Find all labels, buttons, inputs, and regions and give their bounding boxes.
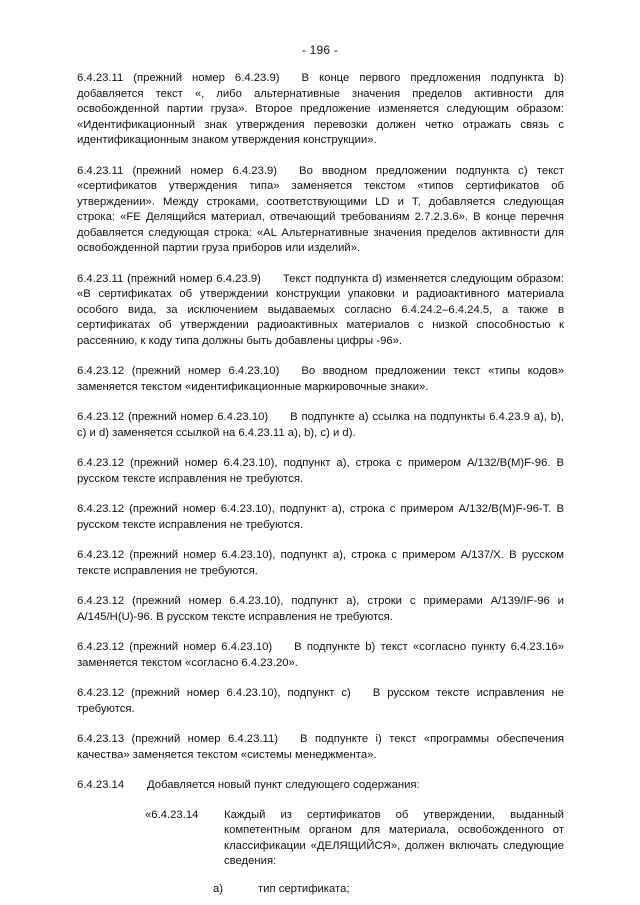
paragraph-5 <box>77 410 564 441</box>
paragraph-text: Текст подпункта d) изменяется следующим образом: «В сертификатах об утверждении конструкции упаковки и радиоактивного материала особого вида, за исключением выдаваемых согласно 6.4.24.2–6.4.24.5, а также в сертификатах об утверждении радиоактивных материалов с низкой способностью к рассеянию, к коду типа должны быть добавлены цифры -96». <box>77 272 565 347</box>
paragraph-11 <box>77 686 564 717</box>
list-item <box>213 882 564 898</box>
paragraph-7 <box>77 502 564 533</box>
paragraph-text: В русском тексте исправления не требуются. <box>77 687 564 715</box>
paragraph-text: 6.4.23.12 (прежний номер 6.4.23.10), подпункт a), строка с примером A/132/B(M)F-96-T. В русском тексте исправления не требуются. <box>77 503 564 531</box>
paragraph-10 <box>77 640 564 671</box>
paragraph-4 <box>77 364 564 395</box>
paragraph-8 <box>77 548 564 579</box>
quoted-item-text: Каждый из сертификатов об утверждении, выданный компетентным органом для материала, освобожденного от классификации «ДЕЛЯЩИЙСЯ», должен включать следующие сведения: <box>224 808 564 867</box>
paragraph-6 <box>77 456 564 487</box>
paragraph-ref: 6.4.23.12 (прежний номер 6.4.23.10), подпункт c) <box>77 687 351 699</box>
paragraph-text: В подпункте a) ссылка на подпункты 6.4.23.9 a), b), c) и d) заменяется ссылкой на 6.4.23.11 a), b), c) и d). <box>77 411 564 439</box>
quoted-item-number: «6.4.23.14 <box>145 808 199 821</box>
new-item-text: Добавляется новый пункт следующего содержания: <box>147 779 420 791</box>
document-body <box>77 71 564 897</box>
new-item-number: 6.4.23.14 <box>77 779 125 791</box>
quoted-item-row <box>145 808 564 870</box>
paragraph-ref: 6.4.23.11 (прежний номер 6.4.23.9) <box>77 164 278 177</box>
paragraph-text: В подпункте i) текст «программы обеспечения качества» заменяется текстом «системы менеджмента». <box>77 733 564 761</box>
paragraph-3 <box>77 272 564 350</box>
paragraph-ref: 6.4.23.12 (прежний номер 6.4.23.10) <box>77 411 269 423</box>
paragraph-ref: 6.4.23.12 (прежний номер 6.4.23.10) <box>77 641 273 653</box>
paragraph-text: 6.4.23.12 (прежний номер 6.4.23.10), подпункт a), строка с примером A/137/X. В русском тексте исправления не требуются. <box>77 549 564 577</box>
paragraph-ref: 6.4.23.13 (прежний номер 6.4.23.11) <box>77 733 278 745</box>
paragraph-text: Во вводном предложении текст «типы кодов» заменяется текстом «идентификационные маркировочные знаки». <box>77 365 565 393</box>
list-item-marker: a) <box>213 882 224 895</box>
paragraph-text: В подпункте b) текст «согласно пункту 6.4.23.16» заменяется текстом «согласно 6.4.23.20». <box>77 641 564 669</box>
paragraph-text: 6.4.23.12 (прежний номер 6.4.23.10), подпункт a), строки с примерами A/139/IF-96 и A/145/H(U)-96. В русском тексте исправления не требуются. <box>77 595 564 623</box>
paragraph-text: 6.4.23.12 (прежний номер 6.4.23.10), подпункт a), строка с примером A/132/B(M)F-96. В русском тексте исправления не требуются. <box>77 457 564 485</box>
paragraph-12 <box>77 732 564 763</box>
paragraph-ref: 6.4.23.11 (прежний номер 6.4.23.9) <box>77 72 280 84</box>
paragraph-text: В конце первого предложения подпункта b) добавляется текст «, либо альтернативные значения пределов активности для освобожденной партии груза». Второе предложение изменяется следующим образом: «Идентификационный знак утверждения перевозки должен четко отражать связь с идентификационным знаком утверждения конструкции». <box>77 72 564 146</box>
paragraph-9 <box>77 594 564 625</box>
list-item-text: тип сертификата; <box>258 882 350 895</box>
paragraph-ref: 6.4.23.11 (прежний номер 6.4.23.9) <box>77 272 261 285</box>
page-number: - 196 - <box>301 43 339 57</box>
new-item-row <box>77 778 564 794</box>
paragraph-text: Во вводном предложении подпункта c) текст «сертификатов утверждения типа» заменяется текстом «типов сертификатов об утверждении». Между строками, соответствующими LD и T, добавляется следующая строка: «FE Делящийся материал, отвечающий требованиям 2.7.2.3.6». В конце перечня добавляется следующая строка: «AL Альтернативные значения пределов активности для освобожденной партии груза приборов или изделий». <box>77 164 565 254</box>
paragraph-1 <box>77 71 564 149</box>
paragraph-ref: 6.4.23.12 (прежний номер 6.4.23.10) <box>77 365 280 377</box>
paragraph-2 <box>77 164 564 257</box>
